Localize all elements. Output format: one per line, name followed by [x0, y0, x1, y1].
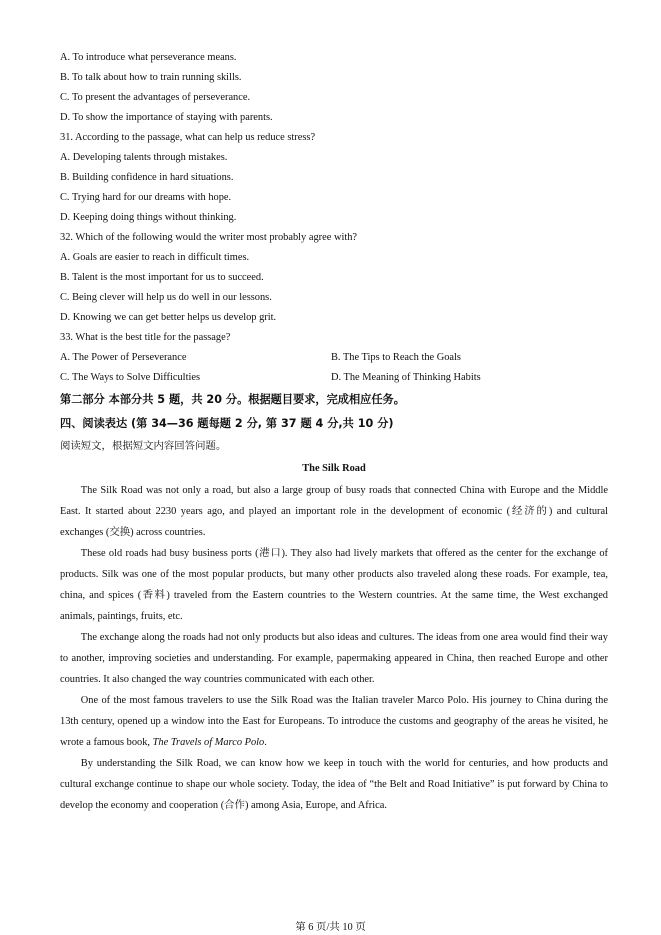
passage-paragraph-4 [60, 690, 608, 753]
book-title: The Travels of Marco Polo [152, 737, 265, 748]
page-number: 第 6 页/共 10 页 [295, 922, 366, 933]
passage-paragraph-2: These old roads had busy business ports (港口). They also had lively markets that offered as the center for the exchange of products. Silk was one of the most popular products, but many other products also traveled along these roads. For example, tea, china, and spices (香料) traveled from the Eastern countries to the Western countries. At the same time, the West exchanged animals, paintings, fruits, etc. [60, 548, 608, 622]
paragraph-4-text: One of the most famous travelers to use the Silk Road was the Italian traveler Marco Polo. His journey to China during the 13th century, opened up a window into the East for Europeans. To introduce the customs and geography of the areas he visited, he wrote a famous book, [60, 695, 608, 748]
q31-option-c: C. Trying hard for our dreams with hope. [60, 192, 232, 203]
q33-options-row-1 [60, 348, 608, 368]
q31-stem: 31. According to the passage, what can help us reduce stress? [60, 132, 316, 143]
passage-paragraph-5: By understanding the Silk Road, we can know how we keep in touch with the world for centuries, and how products and cultural exchange continue to shape our whole society. Today, the idea of “the Belt and Road Initiative” is put forward by China to develop the economy and cooperation (合作) among Asia, Europe, and Africa. [60, 758, 608, 811]
q30-option-c: C. To present the advantages of perseverance. [60, 92, 251, 103]
q32-option-b: B. Talent is the most important for us to succeed. [60, 272, 264, 283]
q33-option-b: B. The Tips to Reach the Goals [331, 352, 461, 363]
q31-option-a: A. Developing talents through mistakes. [60, 152, 228, 163]
q33-option-c: C. The Ways to Solve Difficulties [60, 372, 201, 383]
question-32 [60, 228, 608, 328]
section-4-heading: 四、阅读表达 (第 34—36 题每题 2 分, 第 37 题 4 分,共 10 分) [60, 417, 394, 430]
q33-stem: 33. What is the best title for the passage? [60, 332, 231, 343]
q33-option-a: A. The Power of Perseverance [60, 352, 187, 363]
passage-title: The Silk Road [302, 463, 366, 474]
exam-page [60, 48, 608, 816]
paragraph-4-end: . [264, 737, 267, 748]
question-31 [60, 128, 608, 228]
q30-options [60, 48, 608, 128]
q32-option-a: A. Goals are easier to reach in difficult times. [60, 252, 250, 263]
q30-option-a: A. To introduce what perseverance means. [60, 52, 237, 63]
passage-paragraph-3: The exchange along the roads had not only products but also ideas and cultures. The ideas from one area would find their way to another, improving societies and understanding. For example, papermaking appeared in China, then reached Europe and other countries. It also changed the way countries communicated with each other. [60, 632, 608, 685]
q32-option-c: C. Being clever will help us do well in our lessons. [60, 292, 272, 303]
q32-option-d: D. Knowing we can get better helps us develop grit. [60, 312, 277, 323]
question-33 [60, 328, 608, 388]
q31-option-d: D. Keeping doing things without thinking. [60, 212, 237, 223]
passage-paragraph-1: The Silk Road was not only a road, but also a large group of busy roads that connected China with Europe and the Middle East. It started about 2230 years ago, and played an important role in the development of economic (经济的) and cultural exchanges (交换) across countries. [60, 485, 608, 538]
q30-option-b: B. To talk about how to train running skills. [60, 72, 242, 83]
q33-option-d: D. The Meaning of Thinking Habits [331, 372, 481, 383]
q33-options-row-2 [60, 368, 608, 388]
reading-instruction: 阅读短文，根据短文内容回答问题。 [60, 441, 227, 452]
q30-option-d: D. To show the importance of staying with parents. [60, 112, 273, 123]
q32-stem: 32. Which of the following would the writer most probably agree with? [60, 232, 358, 243]
q31-option-b: B. Building confidence in hard situations. [60, 172, 234, 183]
part-2-heading: 第二部分 本部分共 5 题，共 20 分。根据题目要求，完成相应任务。 [60, 393, 405, 406]
